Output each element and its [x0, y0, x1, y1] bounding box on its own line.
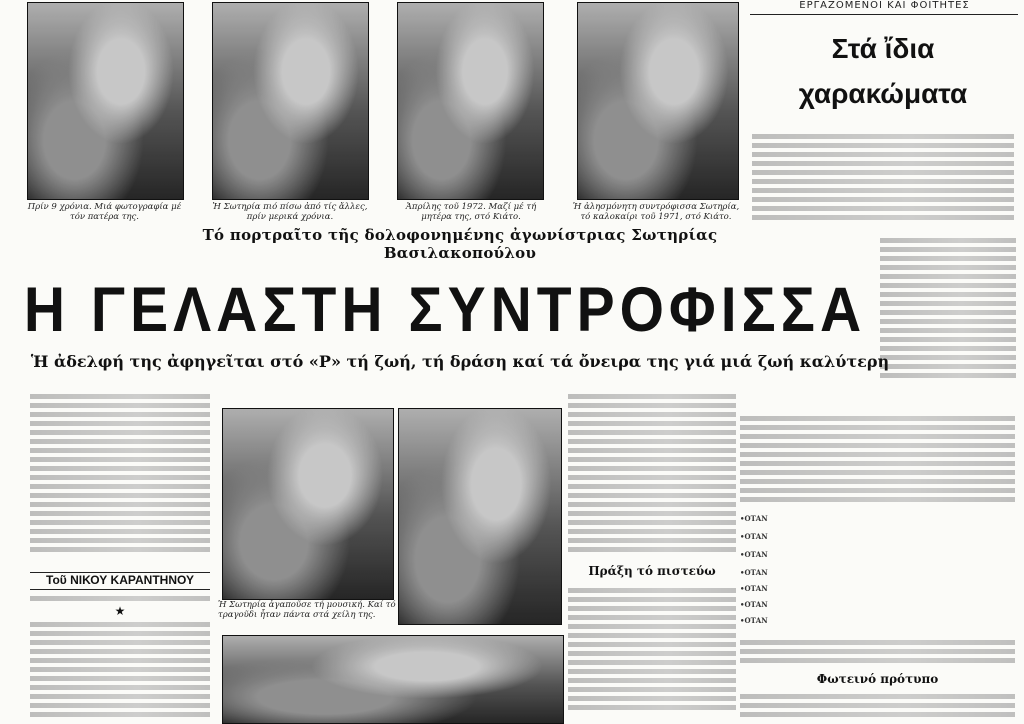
photo-portrait: [398, 408, 562, 625]
sidebar-body-text: [752, 130, 1014, 230]
otan-item: [740, 616, 1015, 632]
column-4-text: [740, 412, 1015, 512]
otan-item: [740, 550, 1015, 566]
column-1-text-2: [30, 592, 210, 602]
article-subtitle: Τό πορτραῖτο τῆς δολοφονημένης ἀγωνίστριας Σωτηρίας Βασιλακοπούλου: [202, 226, 718, 262]
photo-caption-2: Ἡ Σωτηρία πιό πίσω ἀπό τίς ἄλλες, πρίν μερικά χρόνια.: [212, 202, 368, 222]
photo-father: [27, 2, 184, 200]
otan-label: •ΟΤΑΝ: [740, 514, 768, 523]
photo-caption-1: Πρίν 9 χρόνια. Μιά φωτογραφία μέ τόν πατέρα της.: [27, 202, 182, 222]
otan-item: [740, 568, 1015, 584]
photo-caption-3: Ἀπρίλης τοῦ 1972. Μαζί μέ τή μητέρα της, στό Κιάτο.: [405, 202, 537, 222]
otan-item: [740, 584, 1015, 600]
column-1-text: [30, 390, 210, 568]
otan-item: [740, 532, 1015, 548]
otan-label: •ΟΤΑΝ: [740, 616, 768, 625]
photo-guitar: [222, 408, 394, 600]
photo-summer: [577, 2, 739, 200]
column-4-text-3: [740, 690, 1015, 722]
otan-label: •ΟΤΑΝ: [740, 600, 768, 609]
section-heading-fotino: Φωτεινό πρότυπο: [816, 672, 939, 686]
photo-group: [222, 635, 564, 724]
sidebar-kicker: ΕΡΓΑΖΟΜΕΝΟΙ ΚΑΙ ΦΟΙΤΗΤΕΣ: [799, 0, 970, 11]
photo-mother: [397, 2, 544, 200]
column-4-text-2: [740, 636, 1015, 670]
column-1-text-3: [30, 618, 210, 722]
sidebar-body-text-2: [880, 234, 1016, 404]
otan-label: •ΟΤΑΝ: [740, 550, 768, 559]
column-3-text-2: [568, 584, 736, 722]
photo-caption-guitar: Ἡ Σωτηρία ἀγαποῦσε τή μουσική. Καί τό τραγοῦδι ἦταν πάντα στά χείλη της.: [218, 600, 396, 620]
photo-garden: [212, 2, 369, 200]
otan-item: [740, 600, 1015, 616]
star-separator: ★: [114, 604, 126, 618]
sidebar-title: Στά ἴδια χαρακώματα: [798, 33, 968, 109]
article-headline: Η ΓΕΛΑΣΤΗ ΣΥΝΤΡΟΦΙΣΣΑ: [23, 274, 867, 346]
article-deck: Ἡ ἀδελφή της ἀφηγεῖται στό «Ρ» τή ζωή, τή δράση καί τά ὄνειρα της γιά μιά ζωή καλύτερη: [30, 352, 890, 371]
otan-label: •ΟΤΑΝ: [740, 532, 768, 541]
section-heading-praxi: Πράξη τό πιστεύω: [588, 564, 716, 578]
photo-caption-4: Ἡ ἀλησμόνητη συντρόφισσα Σωτηρία, τό καλοκαίρι τοῦ 1971, στό Κιάτο.: [572, 202, 740, 222]
article-byline: Τοῦ ΝΙΚΟΥ ΚΑΡΑΝΤΗΝΟΥ: [30, 572, 210, 590]
otan-label: •ΟΤΑΝ: [740, 584, 768, 593]
otan-item: [740, 514, 1015, 530]
otan-label: •ΟΤΑΝ: [740, 568, 768, 577]
column-3-text: [568, 390, 736, 565]
sidebar-rule: [750, 14, 1018, 15]
